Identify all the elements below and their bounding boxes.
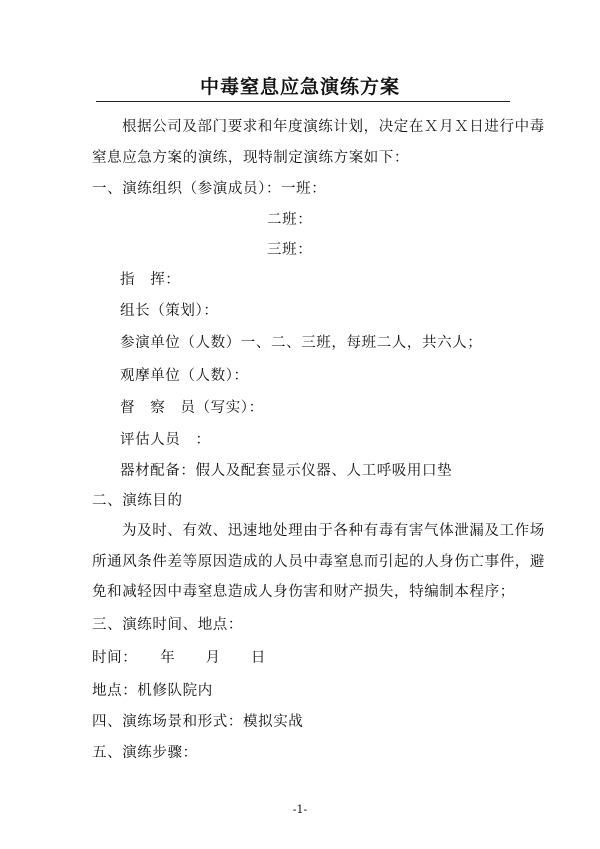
section-5-heading: 五、演练步骤：	[92, 745, 198, 761]
section-3-heading: 三、演练时间、地点：	[92, 617, 243, 633]
commander-line: 指 挥：	[120, 272, 181, 288]
title-underline	[96, 101, 510, 102]
participants-line: 参演单位（人数）一、二、三班，每班二人，共六人；	[120, 335, 483, 351]
time-line: 时间： 年 月 日	[92, 650, 266, 666]
evaluator-line: 评估人员 ：	[120, 432, 211, 448]
section-4-heading: 四、演练场景和形式：模拟实战	[92, 714, 304, 730]
intro-line-1: 根据公司及部门要求和年度演练计划，决定在Ｘ月Ｘ日进行中毒	[122, 119, 545, 135]
team-3-line: 三班：	[267, 242, 313, 258]
purpose-line-2: 所通风条件差等原因造成的人员中毒窒息而引起的人身伤亡事件，避	[92, 554, 545, 570]
place-line: 地点：机修队院内	[92, 683, 213, 699]
section-1-heading: 一、演练组织（参演成员）：一班：	[92, 181, 327, 197]
inspector-line: 督 察 员（写实）：	[120, 400, 264, 416]
document-title: 中毒窒息应急演练方案	[199, 76, 400, 98]
intro-line-2: 窒息应急方案的演练，现特制定演练方案如下：	[92, 150, 410, 166]
equipment-line: 器材配备：假人及配套显示仪器、人工呼吸用口垫	[120, 463, 453, 479]
leader-line: 组长（策划）：	[120, 303, 219, 319]
page-number: -1-	[292, 803, 308, 816]
observers-line: 观摩单位（人数）：	[120, 368, 249, 384]
section-2-heading: 二、演练目的	[92, 493, 183, 509]
purpose-line-3: 免和减轻因中毒窒息造成人身伤害和财产损失，特编制本程序；	[92, 584, 515, 600]
purpose-line-1: 为及时、有效、迅速地处理由于各种有毒有害气体泄漏及工作场	[122, 523, 545, 539]
team-2-line: 二班：	[267, 212, 313, 228]
